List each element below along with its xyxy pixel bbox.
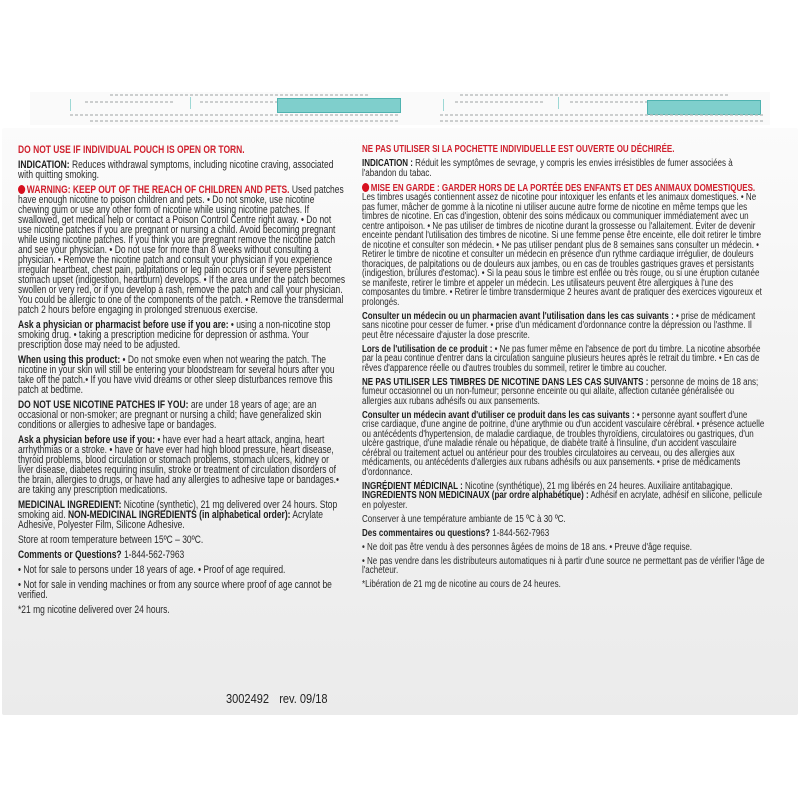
heading: NE PAS UTILISER SI LA POCHETTE INDIVIDUELLE EST OUVERTE OU DÉCHIRÉE. bbox=[362, 144, 675, 155]
revision: rev. 09/18 bbox=[279, 691, 328, 706]
body: Adhésif en acrylate, adhésif en silicone, pellicule en polyester. bbox=[362, 490, 763, 511]
body: Conserver à une température ambiante de 15 ºC à 30 ºC. bbox=[362, 513, 566, 525]
label: Consulter un médecin avant d'utiliser ce produit dans les cas suivants : bbox=[362, 409, 635, 421]
label: Comments or Questions? bbox=[18, 549, 122, 561]
body: Reduces withdrawal symptoms, including nicotine craving, associated with quitting smoking. bbox=[18, 159, 334, 181]
vending-notice bbox=[362, 557, 765, 576]
body: *21 mg nicotine delivered over 24 hours. bbox=[18, 604, 170, 616]
warning bbox=[18, 185, 345, 315]
vending-notice bbox=[18, 580, 345, 600]
heading: DO NOT USE IF INDIVIDUAL POUCH IS OPEN OR TORN. bbox=[18, 144, 245, 156]
label: INGRÉDIENTS NON MÉDICINAUX (par ordre alphabétique) : bbox=[362, 490, 589, 501]
storage bbox=[362, 515, 765, 525]
warning-dot-icon bbox=[18, 185, 25, 194]
label: Ask a physician before use if you: bbox=[18, 434, 156, 446]
body: • Not for sale in vending machines or from any source where proof of age cannot be verified. bbox=[18, 579, 332, 601]
do-not-use bbox=[18, 400, 345, 430]
body: are under 18 years of age; are an occasional or non-smoker; are pregnant or nursing a child; have generalized skin conditions or allergies to adhesive tape or bandages. bbox=[18, 399, 322, 431]
warning bbox=[362, 183, 765, 308]
label: NON-MEDICINAL INGREDIENTS (in alphabetical order): bbox=[67, 509, 291, 521]
body: Réduit les symptômes de sevrage, y compris les envies irrésistibles de fumer associées à l'abandon du tabac. bbox=[362, 158, 733, 179]
label: WARNING: KEEP OUT OF THE REACH OF CHILDREN AND PETS. bbox=[26, 184, 290, 196]
label: Lors de l'utilisation de ce produit : bbox=[362, 343, 493, 355]
label: MEDICINAL INGREDIENT: bbox=[18, 499, 122, 511]
contact bbox=[362, 529, 765, 539]
body: Les timbres usagés contiennent assez de nicotine pour intoxiquer les enfants et les animaux domestiques. • Ne pas fumer, mâcher de gomme à la nicotine ni utiliser aucune autre forme de nicotine en même temps que les timbres de nicotine. En cas d'ingestion, obtenir des soins médicaux ou communiquer immédiatement avec un centre antipoison. • Ne pas utiliser de timbres de nicotine durant la grossesse ou l'allaitement. Éviter de devenir enceinte pendant l'utilisation des timbres de nicotine. Si une femme pense être enceinte, elle doit retirer le timbre de nicotine et consulter son médecin. • Ne pas utiliser pendant plus de 8 semaines sans consulter un médecin. • Retirer le timbre de nicotine et consulter un médecin en présence d'un rythme cardiaque irrégulier, de douleurs thoraciques, de palpitations ou de douleurs aux jambes, ou en cas de troubles gastriques graves et persistants (indigestion, brûlures d'estomac). • Si la peau sous le timbre est enflée ou très rouge, ou si une éruption cutanée se manifeste, retirer le timbre et appeler un médecin. Les utilisateurs peuvent être allergiques à l'une des composantes du timbre. • Retirer le timbre transdermique 2 heures avant de pratiquer des exercices vigoureux et prolongés. bbox=[362, 192, 762, 308]
english-column bbox=[18, 145, 345, 620]
ask-physician bbox=[18, 435, 345, 495]
body: Nicotine (synthétique), 21 mg libérés en 24 heures. Auxiliaire antitabagique. bbox=[462, 480, 733, 492]
french-column bbox=[362, 145, 765, 594]
label: INDICATION : bbox=[362, 158, 413, 169]
age-notice bbox=[362, 543, 765, 553]
label: NE PAS UTILISER LES TIMBRES DE NICOTINE DANS LES CAS SUIVANTS : bbox=[362, 376, 649, 388]
label: INDICATION: bbox=[18, 159, 70, 171]
indication bbox=[18, 160, 345, 180]
storage bbox=[18, 535, 345, 545]
body: Acrylate Adhesive, Polyester Film, Silicone Adhesive. bbox=[18, 509, 324, 531]
warning-dot-icon bbox=[362, 183, 369, 192]
body: • have ever had a heart attack, angina, heart arrhythmias or a stroke. • have or have ever had high blood pressure, heart disease, thyroid problems, blood circulation or stomach problems, stomach ulcers, kidney or liver disease, diabetes requiring insulin, stroke or treatment of circulation disorders of the brain, allergies to drugs, or have had any allergies to adhesive tape or bandages.• are taking any prescription medications. bbox=[18, 434, 339, 496]
pouch-warning bbox=[18, 145, 345, 155]
label: INGRÉDIENT MÉDICINAL : bbox=[362, 480, 463, 492]
ask-physician-pharmacist bbox=[362, 312, 765, 341]
ask-physician-pharmacist bbox=[18, 320, 345, 350]
box-top-flap bbox=[30, 92, 770, 125]
body: Used patches have enough nicotine to poison children and pets. • Do not smoke, use nicotine chewing gum or use any other form of nicotine while using nicotine patches. If swallowed, get medical help or contact a Poison Control Centre right away. • Do not use nicotine patches if you are pregnant or nursing a child. Avoid becoming pregnant while using nicotine patches. If you think you are pregnant remove the nicotine patch and see your physician. • Do not use for more than 8 weeks without consulting a physician. • Remove the nicotine patch and consult your physician if you experience irregular heartbeat, chest pain, palpitations or leg pain occurs or if severe persistent stomach upset (indigestion, heartburn) develops. • If the area under the patch becomes swollen or very red, or if you develop a rash, remove the patch and call your physician. You could be allergic to one of the components of the patch. • Remove the transdermal patch 2 hours before engaging in prolonged strenuous exercise. bbox=[18, 184, 346, 316]
ingredients bbox=[18, 500, 345, 530]
code: 3002492 bbox=[226, 691, 270, 706]
product-code bbox=[226, 691, 328, 706]
label: Des commentaires ou questions? bbox=[362, 527, 491, 539]
ask-physician bbox=[362, 411, 765, 478]
body: • using a non-nicotine stop smoking drug. • taking a prescription medicine for depression or asthma. Your prescription dose may need to be adjusted. bbox=[18, 319, 331, 351]
phone: 1-844-562-7963 bbox=[121, 549, 185, 561]
do-not-use bbox=[362, 378, 765, 407]
body: personne de moins de 18 ans; fumeur occasionnel ou un non-fumeur; personne enceinte ou qui allaite, affection cutanée généralisée ou allergies aux rubans adhésifs ou aux pansements. bbox=[362, 376, 759, 407]
pouch-warning bbox=[362, 145, 765, 155]
phone: 1-844-562-7963 bbox=[490, 527, 550, 539]
label: MISE EN GARDE : GARDER HORS DE LA PORTÉE DES ENFANTS ET DES ANIMAUX DOMESTIQUES. bbox=[370, 182, 756, 194]
body: • Do not smoke even when not wearing the patch. The nicotine in your skin will still be entering your bloodstream for several hours after you take off the patch.• If you have vivid dreams or other sleep disturbances remove this patch at bedtime. bbox=[18, 354, 335, 396]
age-notice bbox=[18, 565, 345, 575]
flap-teal-label bbox=[277, 98, 401, 113]
flap-teal-label bbox=[647, 100, 761, 115]
label: When using this product: bbox=[18, 354, 121, 366]
contact bbox=[18, 550, 345, 560]
body: • prise de médicament sans nicotine pour cesser de fumer. • prise d'un médicament d'ordonnance contre la dépression ou l'asthme. Il peut être nécessaire d'ajuster la dose prescrite. bbox=[362, 310, 756, 341]
when-using bbox=[362, 345, 765, 374]
ingredients bbox=[362, 482, 765, 511]
when-using bbox=[18, 355, 345, 395]
label: DO NOT USE NICOTINE PATCHES IF YOU: bbox=[18, 399, 189, 411]
body: *Libération de 21 mg de nicotine au cours de 24 heures. bbox=[362, 579, 561, 590]
footnote bbox=[18, 605, 345, 615]
label: Consulter un médecin ou un pharmacien avant l'utilisation dans les cas suivants : bbox=[362, 310, 674, 322]
body: Store at room temperature between 15ºC – 30ºC. bbox=[18, 534, 204, 546]
body: • Not for sale to persons under 18 years of age. • Proof of age required. bbox=[18, 564, 286, 576]
body: • Ne pas fumer même en l'absence de port du timbre. La nicotine absorbée par la peau continue d'entrer dans la circulation sanguine plusieurs heures après le retrait du timbre. • En cas de rêves d'apparence réelle ou d'autres troubles du sommeil, retirer le timbre au coucher. bbox=[362, 343, 761, 374]
body: • Ne doit pas être vendu à des personnes âgées de moins de 18 ans. • Preuve d'âge requise. bbox=[362, 541, 693, 553]
indication bbox=[362, 159, 765, 178]
body: • Ne pas vendre dans les distributeurs automatiques ni à partir d'une source ne permettant pas de vérifier l'âge de l'acheteur. bbox=[362, 555, 765, 576]
label: Ask a physician or pharmacist before use if you are: bbox=[18, 319, 229, 331]
footnote bbox=[362, 580, 765, 590]
body: • personne ayant souffert d'une crise cardiaque, d'une angine de poitrine, d'une arythmie ou d'un accident vasculaire cérébral. • présence actuelle ou antécédents d'hypertension, de maladie cardiaque, de troubles thyroïdiens, circulatoires ou gastriques, d'un ulcère gastrique, d'une maladie rénale ou hépatique, de diabète traité à l'insuline, d'un accident vasculaire cérébral ou traitement actuel ou antérieur pour des troubles circulatoires au cerveau, ou des allergies aux médicaments, ou antécédents d'allergies aux rubans adhésifs ou aux pansements. • prise de médicaments d'ordonnance. bbox=[362, 409, 765, 478]
body: Nicotine (synthetic), 21 mg delivered over 24 hours. Stop smoking aid. bbox=[18, 499, 338, 521]
